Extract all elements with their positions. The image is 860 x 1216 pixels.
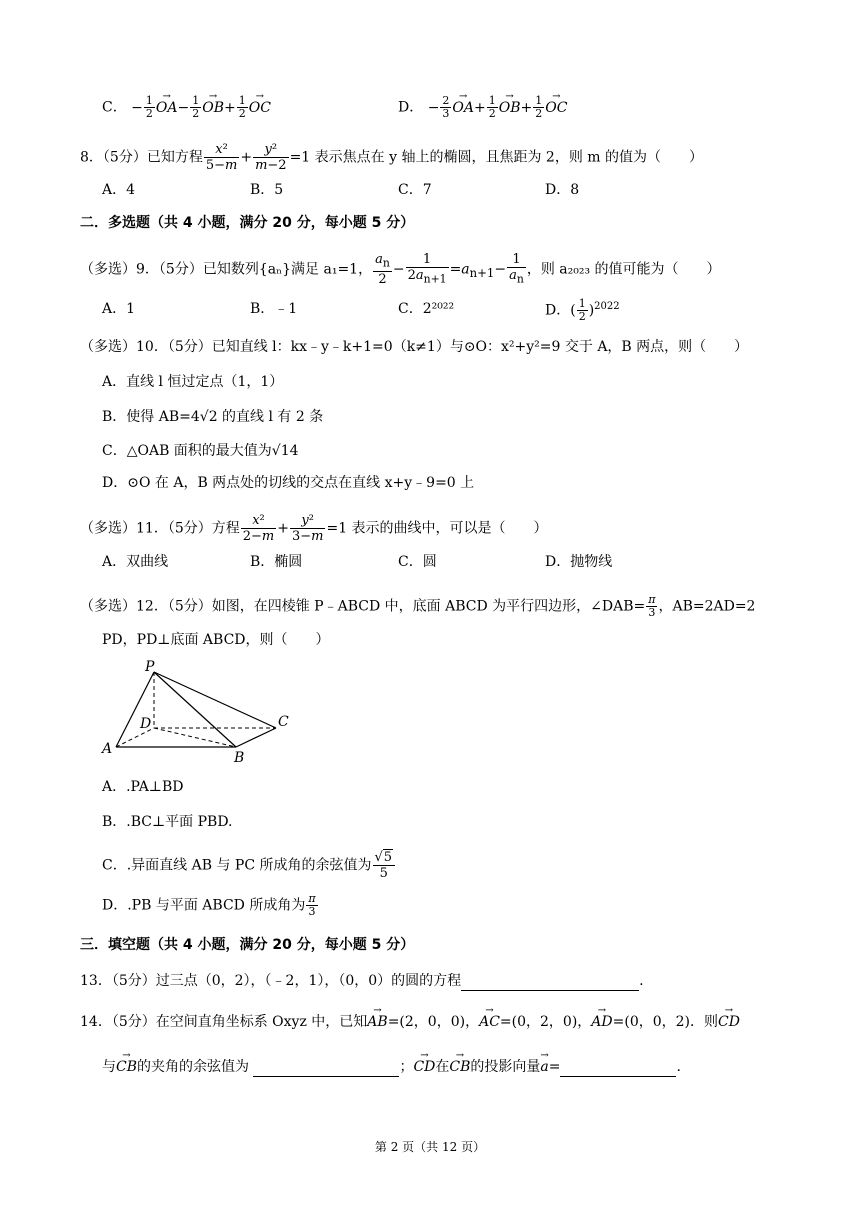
q8-stem-suffix: =1 表示焦点在 y 轴上的椭圆，且焦距为 2，则 m 的值为（ ） bbox=[289, 149, 703, 166]
q10-option-a: A．直线 l 恒过定点（1，1） bbox=[102, 374, 284, 390]
q9-frac1: $\frac{a_n}{2}$ bbox=[375, 252, 390, 287]
q8-option-c: C．7 bbox=[398, 182, 432, 198]
q8-stem-prefix: 8．（5分）已知方程 bbox=[80, 149, 203, 166]
q14-line2-proj: 在 bbox=[435, 1059, 450, 1075]
q9-option-a: A．1 bbox=[102, 301, 136, 317]
q11-frac2: $\frac{\text{y²}}{3-m}$ bbox=[291, 513, 324, 544]
q12-stem-line1-prefix: （多选）12．（5分）如图，在四棱锥 P﹣ABCD 中，底面 ABCD 为平行四边形，∠DAB= bbox=[80, 598, 646, 615]
q12-option-c-frac: $\frac{√5}{5}$ bbox=[373, 850, 396, 881]
q9-option-d-label: D． bbox=[545, 302, 571, 319]
q13-stem-suffix: . bbox=[639, 973, 644, 989]
edge-pa bbox=[116, 672, 154, 747]
q8-option-b: B．5 bbox=[250, 182, 284, 198]
q11-option-d: D．抛物线 bbox=[545, 554, 613, 570]
q9-option-b: B．﹣1 bbox=[250, 301, 298, 317]
q12-option-d-text: D．.PB 与平面 ABCD 所成角为 bbox=[102, 897, 306, 914]
section-3-title: 三．填空题（共 4 小题，满分 20 分，每小题 5 分） bbox=[80, 937, 415, 953]
q7-option-c-expr: − $\frac{1}{2}$ → OA− $\frac{1}{2}$ → OB+ $\frac{1}{2}$ → OC bbox=[131, 100, 271, 116]
q11-stem-suffix: =1 表示的曲线中，可以是（ ） bbox=[326, 520, 548, 537]
q12-angle-frac: $\frac{\pi}{3}$ bbox=[648, 593, 656, 619]
q14-answer-blank-2[interactable] bbox=[560, 1060, 676, 1077]
q9-option-c: C．2²⁰²² bbox=[398, 301, 455, 317]
q7-option-d bbox=[398, 95, 567, 120]
q12-stem-line1 bbox=[80, 594, 755, 619]
q12-option-c bbox=[102, 850, 396, 881]
q9-frac3: $\frac{1}{a_n}$ bbox=[509, 252, 524, 286]
q10-stem: （多选）10．（5分）已知直线 l：kx﹣y﹣k+1=0（k≠1）与⊙O：x²+y²=9 交于 A，B 两点，则（ ） bbox=[80, 339, 749, 355]
q8-frac2: $\frac{\text{y²}}{m-2}$ bbox=[255, 142, 287, 173]
q7-option-d-label: D． bbox=[398, 99, 424, 116]
q12-stem-line2: PD，PD⊥底面 ABCD，则（ ） bbox=[102, 632, 330, 648]
q14-line2-end: . bbox=[676, 1059, 681, 1075]
q9-frac2: $\frac{1}{2a_{n+1}}$ bbox=[407, 252, 447, 286]
label-a: A bbox=[102, 741, 113, 757]
label-p: P bbox=[145, 659, 155, 675]
q13-stem-prefix: 13．（5分）过三点（0，2），（﹣2，1），（0，0）的圆的方程 bbox=[80, 973, 462, 989]
q10-option-d: D．⊙O 在 A，B 两点处的切线的交点在直线 x+y﹣9=0 上 bbox=[102, 475, 475, 491]
q12-option-c-text: C．.异面直线 AB 与 PC 所成角的余弦值为 bbox=[102, 857, 372, 874]
edge-bc bbox=[236, 728, 276, 747]
edge-db bbox=[154, 728, 236, 747]
q12-option-d-frac: $\frac{\pi}{3}$ bbox=[308, 892, 316, 918]
q14-stem-line1: 14．（5分）在空间直角坐标系 Oxyz 中，已知→ AB=(2，0，0)，→ AC=(0，2，0)，→ AD=(0，0，2)．则→ CD bbox=[80, 1012, 740, 1032]
q8-option-a: A．4 bbox=[102, 182, 136, 198]
q12-option-b: B．.BC⊥平面 PBD. bbox=[102, 814, 233, 830]
q11-option-c: C．圆 bbox=[398, 554, 437, 570]
q11-option-a: A．双曲线 bbox=[102, 554, 169, 570]
q8-frac1: $\frac{\text{x²}}{5-m}$ bbox=[205, 142, 238, 173]
label-d: D bbox=[140, 716, 152, 732]
q13-answer-blank[interactable] bbox=[461, 974, 639, 991]
q14-stem-line1-text: 14．（5分）在空间直角坐标系 Oxyz 中，已知 bbox=[80, 1014, 368, 1030]
q11-frac1: $\frac{\text{x²}}{2-m}$ bbox=[242, 513, 275, 544]
q14-answer-blank-1[interactable] bbox=[253, 1060, 399, 1077]
page-footer: 第 2 页（共 12 页） bbox=[374, 1140, 486, 1154]
q8-stem: 8．（5分）已知方程 $\frac{\text{x²}}{5-m}$ + $\frac{\text{y²}}{m-2}$ =1 表示焦点在 y 轴上的椭圆，且焦距为 2，则 m 的值为（ ） bbox=[80, 142, 703, 173]
q13-stem bbox=[80, 971, 644, 991]
q12-option-a: A．.PA⊥BD bbox=[102, 779, 184, 795]
q8-option-d: D．8 bbox=[545, 182, 580, 198]
q7-option-c bbox=[102, 95, 271, 120]
label-b: B bbox=[234, 750, 245, 766]
q10-option-b: B．使得 AB=4√2 的直线 l 有 2 条 bbox=[102, 409, 324, 425]
edge-pc bbox=[154, 672, 276, 728]
q12-pyramid-figure bbox=[96, 658, 296, 768]
edge-pb bbox=[154, 672, 236, 747]
q14-line2-proj2: 的投影向量 bbox=[470, 1059, 541, 1075]
q11-stem-prefix: （多选）11．（5分）方程 bbox=[80, 520, 240, 537]
q11-option-b: B．椭圆 bbox=[250, 554, 303, 570]
q14-line2-mid: 的夹角的余弦值为 bbox=[137, 1059, 249, 1075]
section-2-title: 二．多选题（共 4 小题，满分 20 分，每小题 5 分） bbox=[80, 215, 415, 231]
q7-option-d-expr: − $\frac{2}{3}$ → OA+ $\frac{1}{2}$ → OB+ $\frac{1}{2}$ → OC bbox=[428, 100, 568, 116]
q9-stem-prefix: （多选）9．（5分）已知数列{aₙ}满足 a₁=1， bbox=[80, 261, 373, 278]
q14-line2-prefix: 与 bbox=[102, 1059, 116, 1075]
q9-option-d: D．( $\frac{1}{2}$ )$^{2022}$ bbox=[545, 297, 620, 324]
q10-option-c: C．△OAB 面积的最大值为√14 bbox=[102, 443, 299, 459]
q12-stem-line1-suffix: ，AB=2AD=2 bbox=[658, 598, 756, 615]
q11-stem: （多选）11．（5分）方程 $\frac{\text{x²}}{2-m}$ + $\frac{\text{y²}}{3-m}$ =1 表示的曲线中，可以是（ ） bbox=[80, 513, 548, 544]
label-c: C bbox=[278, 714, 289, 730]
q7-option-c-label: C． bbox=[102, 99, 127, 116]
q9-stem: （多选）9．（5分）已知数列{aₙ}满足 a₁=1， $\frac{a_n}{2}$ − $\frac{1}{2a_{n+1}}$ $=a_{n+1}-$ $\frac{1}{a_n}$ ，则 a₂₀₂₃ 的值可能为（ ） bbox=[80, 252, 721, 287]
q12-option-d bbox=[102, 893, 319, 918]
q14-stem-line2: 与→ CB的夹角的余弦值为 ；→ CD在→ CB的投影向量→ a= . bbox=[102, 1057, 681, 1077]
q9-stem-suffix: ，则 a₂₀₂₃ 的值可能为（ ） bbox=[526, 261, 721, 278]
